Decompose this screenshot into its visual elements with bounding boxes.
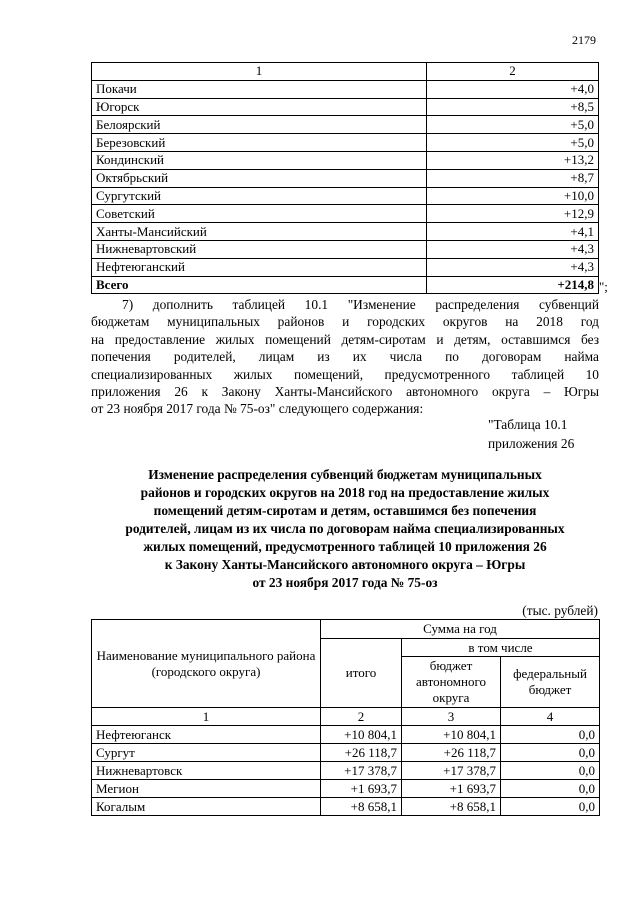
paragraph-line: на предоставление жилых помещений детям-сиротам и детям, оставшимся без — [91, 331, 599, 347]
municipality-name: Югорск — [92, 98, 427, 116]
table-reference-line: "Таблица 10.1 — [488, 417, 568, 432]
municipality-name: Нижневартовский — [92, 240, 427, 258]
municipality-name: Кондинский — [92, 151, 427, 169]
title-line: от 23 ноября 2017 года № 75-оз — [252, 575, 438, 590]
total-value: +214,8 — [427, 276, 599, 294]
table-row — [92, 223, 599, 241]
table-reference — [488, 415, 598, 453]
column-number: 1 — [92, 708, 321, 726]
municipality-value: +5,0 — [427, 116, 599, 134]
table-row — [92, 151, 599, 169]
city-name: Мегион — [92, 780, 321, 798]
table-row — [92, 258, 599, 276]
total-amount: +8 658,1 — [321, 798, 402, 816]
title-line: родителей, лицам из их числа по договорам найма специализированных — [125, 521, 565, 536]
amendment-paragraph — [91, 296, 599, 418]
column-number-1: 1 — [92, 63, 427, 81]
table-row — [92, 798, 600, 816]
municipality-value: +4,3 — [427, 240, 599, 258]
table-title — [91, 466, 599, 592]
paragraph-line: бюджетам муниципальных районов и городских округов на 2018 год — [91, 314, 599, 330]
municipality-value: +4,1 — [427, 223, 599, 241]
column-number: 4 — [501, 708, 600, 726]
municipality-value: +8,7 — [427, 169, 599, 187]
table-row — [92, 98, 599, 116]
table-row — [92, 205, 599, 223]
header-total: итого — [321, 639, 402, 708]
column-number-row — [92, 708, 600, 726]
header-federal-budget: федеральный бюджет — [501, 657, 600, 708]
table-row — [92, 240, 599, 258]
title-line: районов и городских округов на 2018 год на предоставление жилых — [140, 485, 550, 500]
municipality-name: Сургутский — [92, 187, 427, 205]
paragraph-line: приложения 26 к Закону Ханты-Мансийского автономного округа – Югры — [91, 384, 599, 400]
municipality-value: +10,0 — [427, 187, 599, 205]
municipality-name: Березовский — [92, 134, 427, 152]
municipality-name: Советский — [92, 205, 427, 223]
title-line: Изменение распределения субвенций бюджетам муниципальных — [148, 467, 542, 482]
table-row — [92, 116, 599, 134]
table-row — [92, 762, 600, 780]
table-header-row — [92, 63, 599, 81]
federal-budget-amount: 0,0 — [501, 762, 600, 780]
title-line: к Закону Ханты-Мансийского автономного округа – Югры — [164, 557, 526, 572]
paragraph-line: от 23 ноября 2017 года № 75-оз" следующего содержания: — [91, 401, 424, 417]
municipality-value: +8,5 — [427, 98, 599, 116]
district-budget-amount: +1 693,7 — [402, 780, 501, 798]
table-row — [92, 187, 599, 205]
total-amount: +17 378,7 — [321, 762, 402, 780]
column-number: 3 — [402, 708, 501, 726]
municipality-value: +5,0 — [427, 134, 599, 152]
total-amount: +10 804,1 — [321, 726, 402, 744]
municipality-value: +12,9 — [427, 205, 599, 223]
federal-budget-amount: 0,0 — [501, 798, 600, 816]
closing-quote: "; — [599, 279, 608, 294]
header-name-column: Наименование муниципального района (городского округа) — [92, 620, 321, 708]
total-amount: +1 693,7 — [321, 780, 402, 798]
municipality-value: +4,0 — [427, 80, 599, 98]
table-row — [92, 726, 600, 744]
federal-budget-amount: 0,0 — [501, 726, 600, 744]
municipality-name: Ханты-Мансийский — [92, 223, 427, 241]
municipality-name: Нефтеюганский — [92, 258, 427, 276]
table-row — [92, 134, 599, 152]
city-name: Нижневартовск — [92, 762, 321, 780]
total-amount: +26 118,7 — [321, 744, 402, 762]
municipality-name: Белоярский — [92, 116, 427, 134]
city-name: Когалым — [92, 798, 321, 816]
table-row — [92, 80, 599, 98]
paragraph-line: специализированных жилых помещений, предусмотренного таблицей 10 — [91, 366, 599, 382]
city-name: Нефтеюганск — [92, 726, 321, 744]
units-label: (тыс. рублей) — [522, 603, 598, 618]
paragraph-line: попечения родителей, лицам из их числа по договорам найма — [91, 349, 599, 365]
page-number: 2179 — [572, 33, 596, 47]
title-line: жилых помещений, предусмотренного таблицей 10 приложения 26 — [143, 539, 547, 554]
table-row — [92, 780, 600, 798]
federal-budget-amount: 0,0 — [501, 780, 600, 798]
allocation-table-continuation — [91, 62, 599, 294]
district-budget-amount: +17 378,7 — [402, 762, 501, 780]
city-name: Сургут — [92, 744, 321, 762]
column-number: 2 — [321, 708, 402, 726]
district-budget-amount: +10 804,1 — [402, 726, 501, 744]
header-sum-per-year: Сумма на год — [321, 620, 600, 639]
header-including: в том числе — [402, 639, 600, 657]
total-label: Всего — [92, 276, 427, 294]
municipality-value: +13,2 — [427, 151, 599, 169]
paragraph-line: 7) дополнить таблицей 10.1 "Изменение распределения субвенций — [122, 297, 599, 312]
table-reference-line: приложения 26 — [488, 436, 575, 451]
table-row — [92, 744, 600, 762]
district-budget-amount: +26 118,7 — [402, 744, 501, 762]
title-line: помещений детям-сиротам и детям, оставшимся без попечения — [153, 503, 537, 518]
header-district-budget: бюджет автономного округа — [402, 657, 501, 708]
subvention-table — [91, 619, 600, 816]
table-row — [92, 169, 599, 187]
municipality-value: +4,3 — [427, 258, 599, 276]
municipality-name: Покачи — [92, 80, 427, 98]
district-budget-amount: +8 658,1 — [402, 798, 501, 816]
total-row — [92, 276, 599, 294]
municipality-name: Октябрьский — [92, 169, 427, 187]
column-number-2: 2 — [427, 63, 599, 81]
federal-budget-amount: 0,0 — [501, 744, 600, 762]
